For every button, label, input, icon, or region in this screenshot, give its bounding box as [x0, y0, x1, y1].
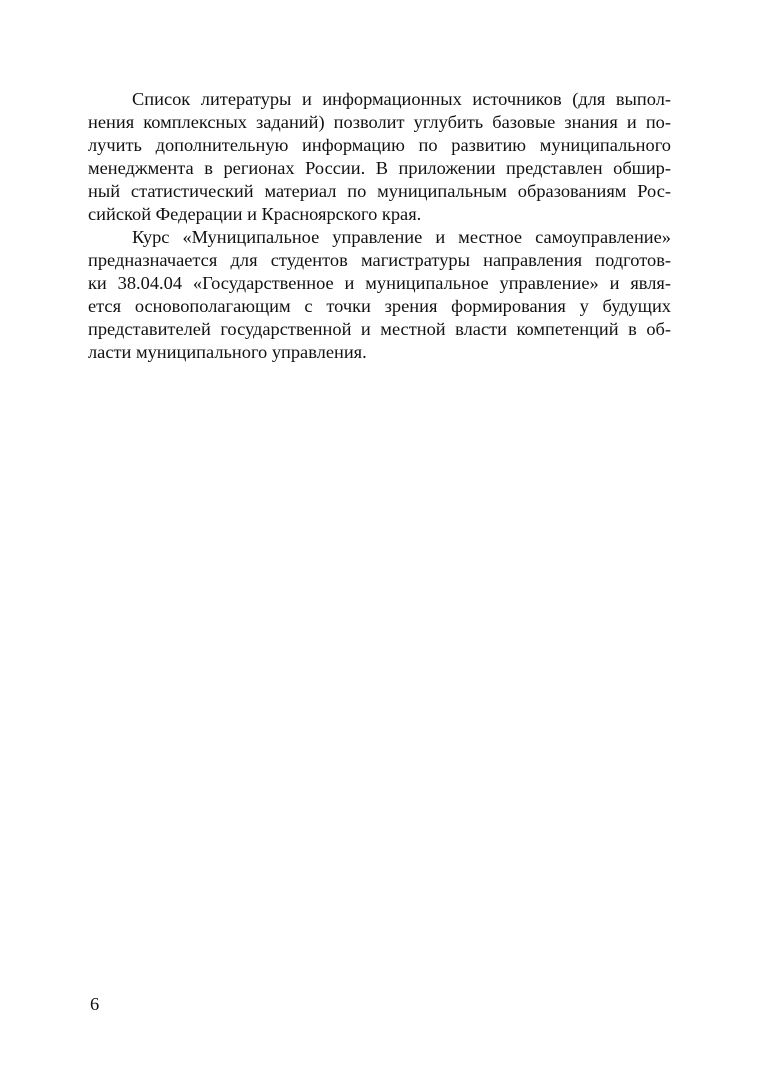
text-line: нения комплексных заданий) позволит углубить базовые знания и по- — [88, 112, 671, 132]
paragraph-literature — [88, 88, 671, 226]
paragraph-course — [88, 226, 671, 364]
text-line: менеджмента в регионах России. В приложении представлен обшир- — [88, 158, 671, 178]
text-line: представителей государственной и местной власти компетенций в об- — [88, 319, 671, 339]
text-line: лучить дополнительную информацию по развитию муниципального — [88, 135, 671, 155]
body-text — [88, 88, 671, 364]
text-line: ки 38.04.04 «Государственное и муниципальное управление» и явля- — [88, 273, 671, 293]
page-number: 6 — [90, 994, 100, 1014]
text-line: ласти муниципального управления. — [88, 342, 367, 362]
text-line: предназначается для студентов магистратуры направления подготов- — [88, 250, 671, 270]
text-line: Список литературы и информационных источников (для выпол- — [132, 89, 671, 109]
text-line: ный статистический материал по муниципальным образованиям Рос- — [88, 181, 671, 201]
text-line: Курс «Муниципальное управление и местное самоуправление» — [132, 227, 671, 247]
text-line: ется основополагающим с точки зрения формирования у будущих — [88, 296, 671, 316]
text-line: сийской Федерации и Красноярского края. — [88, 204, 422, 224]
